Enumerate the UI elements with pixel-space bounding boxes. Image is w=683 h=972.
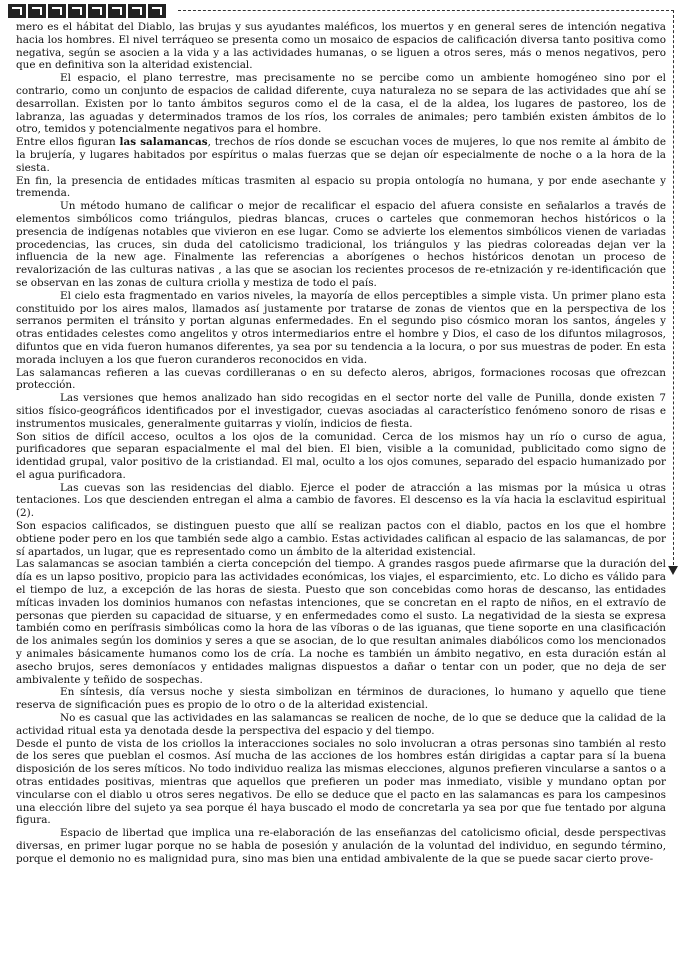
paragraph: mero es el hábitat del Diablo, las brujas y sus ayudantes maléficos, los muertos y en general seres de intención negativa hacia los hombres. El nivel terráqueo se presenta como un mosaico de espacios de calificación diversa tanto positiva como negativa, según se asocien a la vida y a las actividades humanas, o se liguen a otros seres, más o menos negativos, pero que en definitiva son la alteridad existencial. xyxy=(16,21,666,72)
paragraph: Las salamancas se asocian también a cierta concepción del tiempo. A grandes rasgos puede afirmarse que la duración del día es un lapso positivo, propicio para las actividades económicas, los viajes, el esparcimiento, etc. Lo dicho es válido para el tiempo de luz, a excepción de las horas de siesta. Puesto que son concebidas como horas de descanso, las entidades míticas invaden los dominios humanos con nefastas intenciones, que se concretan en el rapto de niños, en el extravío de personas que pierden su capacidad de situarse, y en enfermedades como el susto. La negatividad de la siesta se expresa también como en perífrasis simbólicas como la hora de las víboras o de las iguanas, que tiene soporte en una clasificación de los animales según los dominios y seres a que se asocian, de lo que resultan animales diabólicos como los mencionados y animales básicamente humanos como los de cría. La noche es también un ámbito negativo, en esta duración están al asecho brujos, seres demoníacos y entidades malignas dispuestos a dañar o tentar con un poder, que no deja de ser ambivalente y teñido de sospechas. xyxy=(16,558,666,686)
paragraph: Un método humano de calificar o mejor de recalificar el espacio del afuera consiste en señalarlos a través de elementos simbólicos como triángulos, piedras blancas, cruces o carteles que conmemoran hechos históricos o la presencia de indígenas notables que vivieron en ese lugar. Como se advierte los elementos simbólicos vienen de variadas procedencias, las cruces, sin duda del catolicismo tradicional, los triángulos y las piedras coloreadas dejan ver la influencia de la new age. Finalmente las referencias a aborígenes o hechos históricos denotan un proceso de revalorización de las culturas nativas , a las que se asocian los recientes procesos de re-etnización y re-identificación que se observan en las zonas de cultura criolla y mestiza de todo el país. xyxy=(16,200,666,289)
greek-key-icon xyxy=(88,4,106,18)
paragraph: El cielo esta fragmentado en varios niveles, la mayoría de ellos perceptibles a simple vista. Un primer plano esta constituido por los aires malos, llamados así justamente por tratarse de zonas de vientos que en la perspectiva de los serranos permiten el tránsito y portan algunas enfermedades. En el segundo piso cósmico moran los santos, ángeles y otras entidades celestes como angelitos y otros intermediarios entre el hombre y Dios, el caso de los difuntos milagrosos, difuntos que en vida fueron humanos diferentes, ya sea por su tendencia a la locura, o por sus muestras de poder. En esta morada incluyen a los que fueron curanderos reconocidos en vida. xyxy=(16,289,666,366)
paragraph: No es casual que las actividades en las salamancas se realicen de noche, de lo que se deduce que la calidad de la actividad ritual esta ya denotada desde la perspectiva del espacio y del tiempo. xyxy=(16,712,666,737)
paragraph-text: Entre ellos figuran xyxy=(16,136,120,149)
paragraph: En fin, la presencia de entidades míticas trasmiten al espacio su propia ontología no humana, y por ende asechante y tremenda. xyxy=(16,174,666,200)
paragraph: Son espacios calificados, se distinguen puesto que allí se realizan pactos con el diablo, pactos en los que el hombre obtiene poder pero en los que también sede algo a cambio. Estas actividades califican al espacio de las salamancas, de por sí apartados, un lugar, que es representado como un ámbito de la alteridad existencial. xyxy=(16,520,666,558)
paragraph: Las salamancas refieren a las cuevas cordilleranas o en su defecto aleros, abrigos, formaciones rocosas que ofrezcan protección. xyxy=(16,366,666,392)
side-dashed-rule xyxy=(673,10,674,570)
greek-key-icon xyxy=(48,4,66,18)
bold-term: las salamancas xyxy=(119,136,208,149)
down-arrow-icon xyxy=(668,566,678,575)
greek-key-icon xyxy=(28,4,46,18)
greek-key-icon xyxy=(108,4,126,18)
paragraph: Desde el punto de vista de los criollos la interacciones sociales no solo involucran a otras personas sino también al resto de los seres que pueblan el cosmos. Así mucha de las acciones de los hombres están dirigidas a captar para sí la buena disposición de los seres míticos. No todo individuo realiza las mismas elecciones, algunos prefieren vincularse a santos o a otras entidades positivas, mientras que aquellos que prefieren un poder mas inmediato, visible y mundano optan por vincularse con el diablo u otros seres negativos. De ello se deduce que el pacto en las salamancas es para los campesinos una elección libre del sujeto ya sea porque él haya buscado el modo de concretarla ya sea por que fue tentado por alguna figura. xyxy=(16,737,666,827)
paragraph: Las cuevas son las residencias del diablo. Ejerce el poder de atracción a las mismas por la música u otras tentaciones. Los que descienden entregan el alma a cambio de favores. El descenso es la vía hacia la esclavitud espiritual (2). xyxy=(16,481,666,520)
paragraph xyxy=(16,136,666,174)
paragraph: El espacio, el plano terrestre, mas precisamente no se percibe como un ambiente homogéneo sino por el contrario, como un conjunto de espacios de calidad diferente, cuya naturaleza no se separa de las actividades que ahí se desarrollan. Existen por lo tanto ámbitos seguros como el de la casa, el de la aldea, los lugares de pastoreo, los de labranza, las aguadas y determinados tramos de los ríos, los corrales de animales; pero también existen ámbitos de lo otro, temidos y potencialmente negativos para el hombre. xyxy=(16,72,666,136)
article-body xyxy=(16,21,666,971)
paragraph-text: , trechos de ríos donde se escuchan voces de mujeres, lo que nos remite al ámbito de la brujería, y lugares habitados por espíritus o malas fuerzas que se dejan oír especialmente de noche o a la hora de la siesta. xyxy=(16,136,666,174)
paragraph: Las versiones que hemos analizado han sido recogidas en el sector norte del valle de Punilla, donde existen 7 sitios físico-geográficos identificados por el investigador, cuevas asociadas al característico fenómeno sonoro de risas e instrumentos musicales, generalmente guitarras y violín, indicios de fiesta. xyxy=(16,392,666,430)
greek-key-icon xyxy=(68,4,86,18)
paragraph: Son sitios de difícil acceso, ocultos a los ojos de la comunidad. Cerca de los mismos hay un río o curso de agua, purificadores que separan espacialmente el mal del bien. El bien, visible a la comunidad, publicitado como signo de identidad grupal, valor positivo de la cristiandad. El mal, oculto a los ojos comunes, separado del espacio humanizado por el agua purificadora. xyxy=(16,430,666,481)
top-dashed-rule xyxy=(178,10,674,11)
header-ornament xyxy=(8,4,174,18)
greek-key-icon xyxy=(8,4,26,18)
greek-key-icon xyxy=(148,4,166,18)
paragraph: En síntesis, día versus noche y siesta simbolizan en términos de duraciones, lo humano y aquello que tiene reserva de significación pues es propio de lo otro o de la alteridad existencial. xyxy=(16,686,666,712)
greek-key-icon xyxy=(128,4,146,18)
paragraph: Espacio de libertad que implica una re-elaboración de las enseñanzas del catolicismo oficial, desde perspectivas diversas, en primer lugar porque no se habla de posesión y anulación de la voluntad del individuo, en segundo término, porque el demonio no es malignidad pura, sino mas bien una entidad ambivalente de la que se puede sacar cierto prove- xyxy=(16,827,666,865)
